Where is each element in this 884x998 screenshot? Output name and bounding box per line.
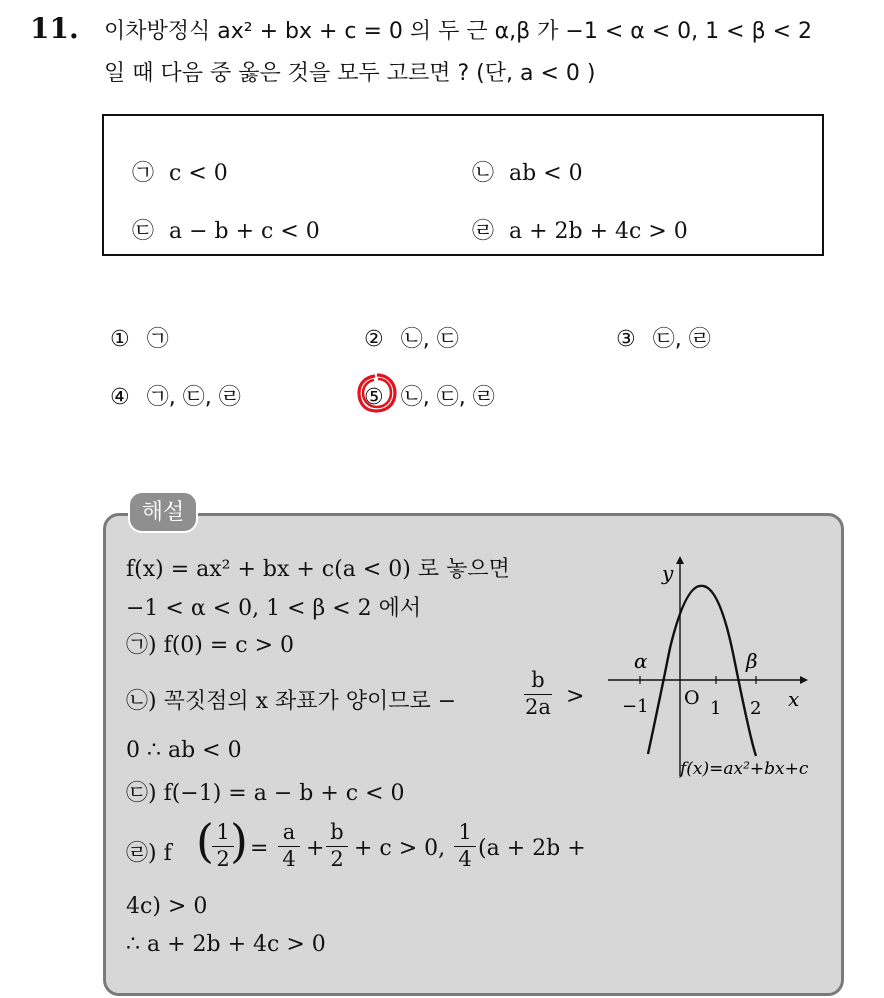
condition-expr: a + 2b + 4c > 0 [509, 219, 688, 244]
paren-close: ) [230, 814, 248, 868]
solution-line-1: f(x) = ax² + bx + c(a < 0) 로 놓으면 [126, 557, 510, 582]
choice-text: ㉠ [146, 327, 169, 352]
paren-open: ( [196, 814, 214, 868]
choice-number: ③ [616, 327, 636, 352]
condition-label: ㉢ [132, 219, 155, 244]
choice-text: ㉡, ㉢, ㉣ [400, 385, 495, 410]
solution-line-8: 4c) > 0 [126, 894, 208, 919]
solution-line-9: ∴ a + 2b + 4c > 0 [126, 932, 326, 957]
tick-label-2: 2 [750, 698, 762, 719]
fraction-denominator: 2a [525, 695, 551, 719]
gt-sign: > [566, 684, 585, 709]
solution-line-4: ㉡) 꼭짓점의 x 좌표가 양이므로 − [126, 689, 457, 714]
eq-end: (a + 2b + [478, 836, 586, 861]
condition-expr: ab < 0 [509, 161, 583, 186]
parabola-graph [600, 548, 840, 798]
origin-label: O [684, 687, 700, 709]
choice-number: ④ [110, 385, 130, 410]
condition-a [132, 156, 228, 187]
fraction-b-2 [326, 820, 348, 871]
choice-number: ① [110, 327, 130, 352]
choice-1[interactable] [110, 322, 169, 353]
fraction-a-4 [278, 820, 300, 871]
answer-circle-mark [354, 370, 400, 416]
question-number: 11. [30, 12, 79, 45]
fraction-numerator: 1 [216, 820, 230, 844]
condition-label: ㉡ [472, 161, 495, 186]
fraction-denominator: 4 [278, 846, 300, 871]
choice-text: ㉡, ㉢ [400, 327, 459, 352]
condition-b [472, 156, 583, 187]
fraction-numerator: b [531, 668, 545, 692]
choice-number: ② [364, 327, 384, 352]
tick-label-neg1: −1 [622, 696, 649, 717]
choice-text: ㉠, ㉢, ㉣ [146, 385, 241, 410]
choice-number: ⑤ [364, 385, 384, 410]
x-axis-arrow [800, 676, 808, 684]
function-label: f(x)=ax²+bx+c [680, 759, 809, 779]
solution-line-3: ㉠) f(0) = c > 0 [126, 633, 295, 658]
solution-line-7: ㉣) f [126, 841, 172, 866]
y-axis-label: y [662, 561, 674, 585]
alpha-label: α [634, 649, 648, 673]
fraction-denominator: 2 [212, 846, 234, 871]
question-line-2: 일 때 다음 중 옳은 것을 모두 고르면 ? (단, a < 0 ) [104, 61, 596, 86]
condition-label: ㉣ [472, 219, 495, 244]
solution-tab: 해설 [128, 491, 198, 533]
condition-expr: a − b + c < 0 [169, 219, 320, 244]
eq-tail: + c > 0, [354, 836, 446, 861]
parabola-curve [648, 586, 756, 756]
fraction-b-2a [524, 668, 552, 719]
beta-label: β [746, 649, 758, 673]
tick-label-1: 1 [710, 698, 722, 719]
plus-sign: + [306, 836, 325, 861]
question-line-1: 이차방정식 ax² + bx + c = 0 의 두 근 α,β 가 −1 < α < 0, 1 < β < 2 [104, 19, 813, 44]
fraction-quarter [454, 820, 476, 871]
choice-2[interactable] [364, 322, 459, 353]
solution-line-6: ㉢) f(−1) = a − b + c < 0 [126, 781, 405, 806]
condition-d [472, 214, 688, 245]
y-axis-arrow [676, 556, 684, 564]
choice-text: ㉢, ㉣ [652, 327, 711, 352]
equals-sign: = [250, 836, 269, 861]
condition-label: ㉠ [132, 161, 155, 186]
choice-3[interactable] [616, 322, 711, 353]
fraction-numerator: b [330, 820, 344, 844]
fraction-numerator: a [282, 820, 296, 844]
fraction-denominator: 4 [454, 846, 476, 871]
condition-expr: c < 0 [169, 161, 228, 186]
x-axis-label: x [788, 687, 800, 711]
solution-line-2: −1 < α < 0, 1 < β < 2 에서 [126, 596, 422, 621]
fraction-denominator: 2 [326, 846, 348, 871]
condition-c [132, 214, 320, 245]
fraction-numerator: 1 [458, 820, 472, 844]
solution-line-5: 0 ∴ ab < 0 [126, 738, 242, 763]
choice-4[interactable] [110, 380, 241, 411]
